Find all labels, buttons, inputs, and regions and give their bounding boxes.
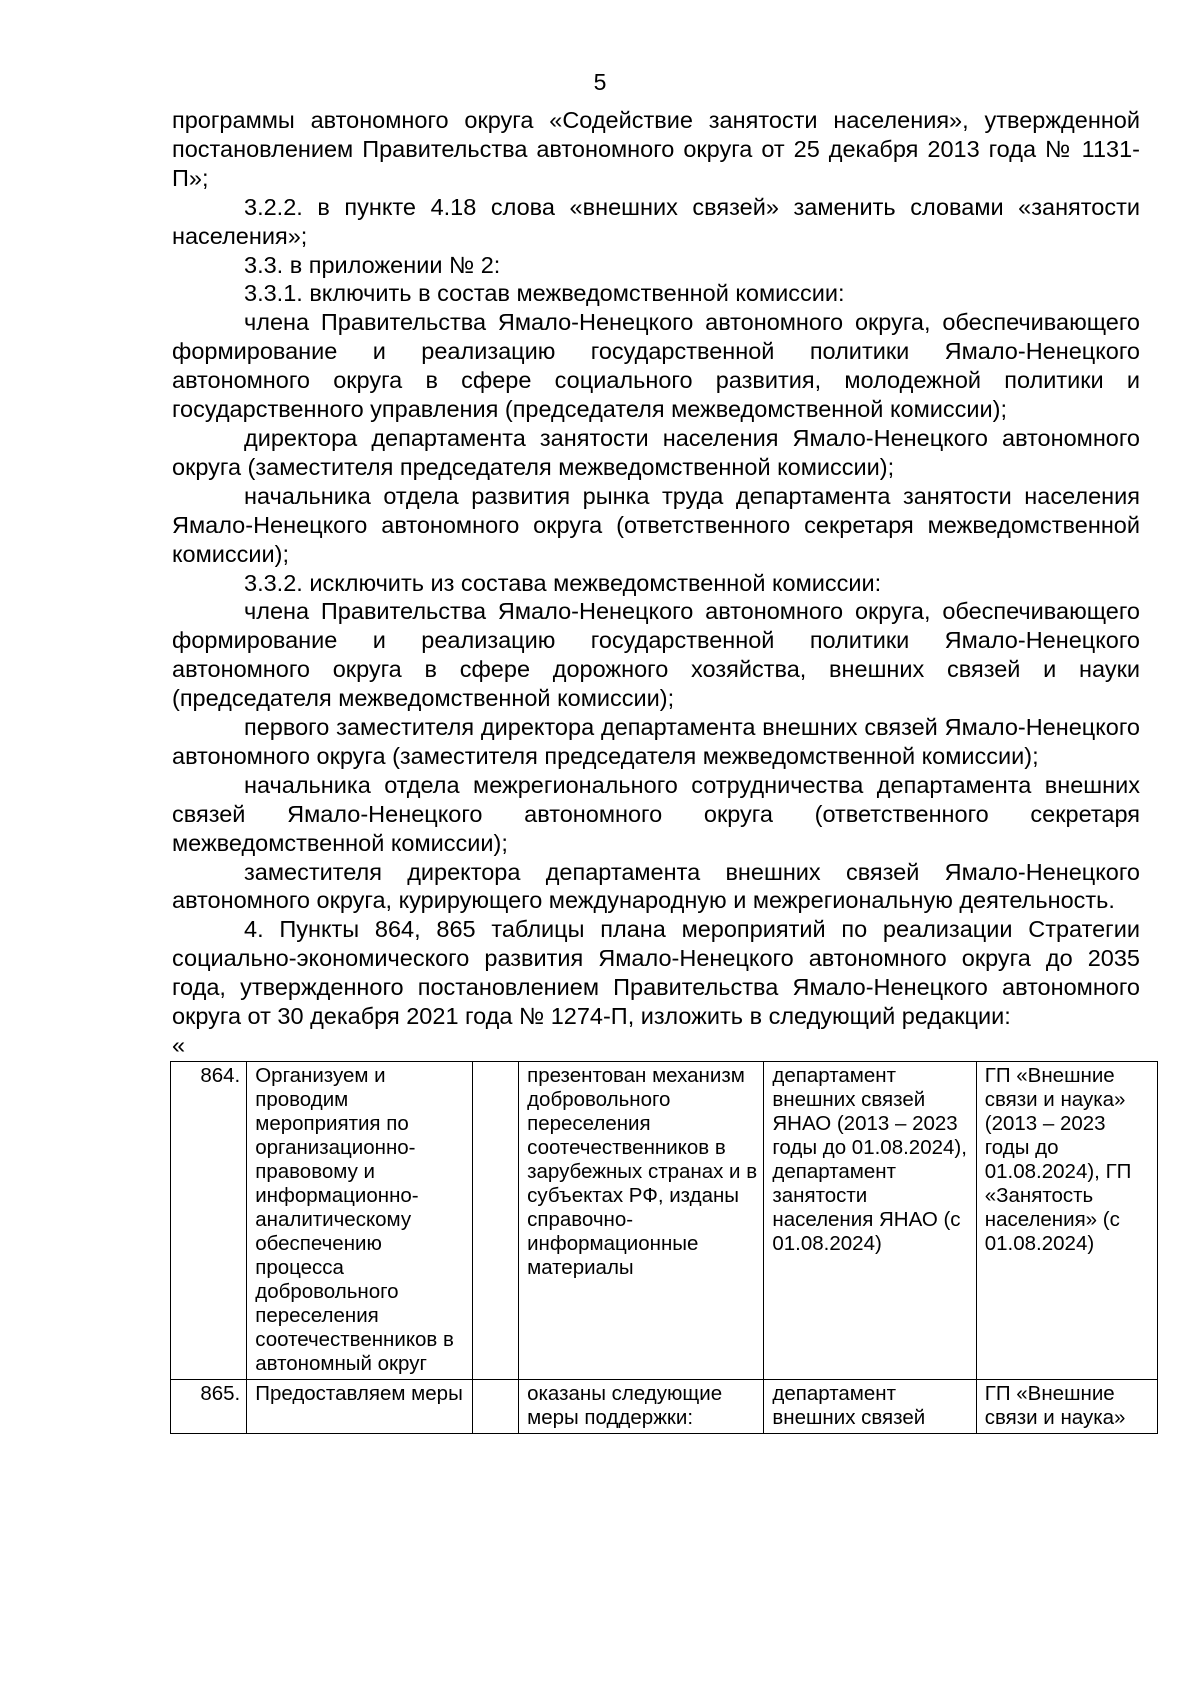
paragraph-continuation: программы автономного округа «Содействие занятости населения», утвержденной постановлением Правительства автономного округа от 25 декабря 2013 года № 1131-П»; [172,107,1140,191]
paragraph-member-include: члена Правительства Ямало-Ненецкого автономного округа, обеспечивающего формирование и реализацию государственной политики Ямало-Ненецкого автономного округа в сфере социального развития, молодежной политики и государственного управления (председателя межведомственной комиссии); [172,309,1140,423]
responsible-cell: департамент внешних связей [764,1380,976,1434]
paragraph-deputy-exclude: заместителя директора департамента внешних связей Ямало-Ненецкого автономного округа, курирующего международную и межрегиональную деятельность. [172,858,1140,914]
table-row [171,1380,1158,1434]
row-number: 865. [171,1380,247,1434]
paragraph-3-3-2: 3.3.2. исключить из состава межведомственной комиссии: [244,569,882,596]
paragraph-3-2-2: 3.2.2. в пункте 4.18 слова «внешних связей» заменить словами «занятости населения»; [172,193,1140,249]
event-cell: Предоставляем меры [247,1380,473,1434]
paragraph-3-3: 3.3. в приложении № 2: [244,251,501,278]
paragraph-head-include: начальника отдела развития рынка труда департамента занятости населения Ямало-Ненецкого автономного округа (ответственного секретаря межведомственной комиссии); [172,482,1140,567]
paragraph-3-3-1: 3.3.1. включить в состав межведомственной комиссии: [244,280,845,307]
result-cell: презентован механизм добровольного переселения соотечественников в зарубежных странах и в субъектах РФ, изданы справочно-информационные материалы [519,1062,764,1380]
paragraph-first-deputy-exclude: первого заместителя директора департамента внешних связей Ямало-Ненецкого автономного округа (заместителя председателя межведомственной комиссии); [172,714,1140,769]
table-row [171,1062,1158,1380]
page-number: 5 [593,69,607,95]
empty-cell [473,1062,519,1380]
row-number: 864. [171,1062,247,1380]
event-cell: Организуем и проводим мероприятия по организационно-правовому и информационно-аналитическому обеспечению процесса добровольного переселения соотечественников в автономный округ [247,1062,473,1380]
responsible-cell: департамент внешних связей ЯНАО (2013 – 2023 годы до 01.08.2024), департамент занятости населения ЯНАО (с 01.08.2024) [764,1062,976,1380]
empty-cell [473,1380,519,1434]
result-cell: оказаны следующие меры поддержки: [519,1380,764,1434]
paragraph-4: 4. Пункты 864, 865 таблицы плана мероприятий по реализации Стратегии социально-экономического развития Ямало-Ненецкого автономного округа до 2035 года, утвержденного постановлением Правительства Ямало-Ненецкого автономного округа от 30 декабря 2021 года № 1274-П, изложить в следующий редакции: [172,916,1140,1030]
paragraph-head-exclude: начальника отдела межрегионального сотрудничества департамента внешних связей Ямало-Ненецкого автономного округа (ответственного секретаря межведомственной комиссии); [172,771,1140,856]
plan-table [170,1061,1158,1434]
paragraph-director-include: директора департамента занятости населения Ямало-Ненецкого автономного округа (заместителя председателя межведомственной комиссии); [172,424,1140,480]
program-cell: ГП «Внешние связи и наука» (2013 – 2023 годы до 01.08.2024), ГП «Занятость населения» (с 01.08.2024) [976,1062,1157,1380]
program-cell: ГП «Внешние связи и наука» [976,1380,1157,1434]
paragraph-member-exclude: члена Правительства Ямало-Ненецкого автономного округа, обеспечивающего формирование и реализацию государственной политики Ямало-Ненецкого автономного округа в сфере дорожного хозяйства, внешних связей и науки (председателя межведомственной комиссии); [172,598,1140,712]
document-body [172,106,1140,1434]
opening-quote-mark: « [172,1032,186,1058]
